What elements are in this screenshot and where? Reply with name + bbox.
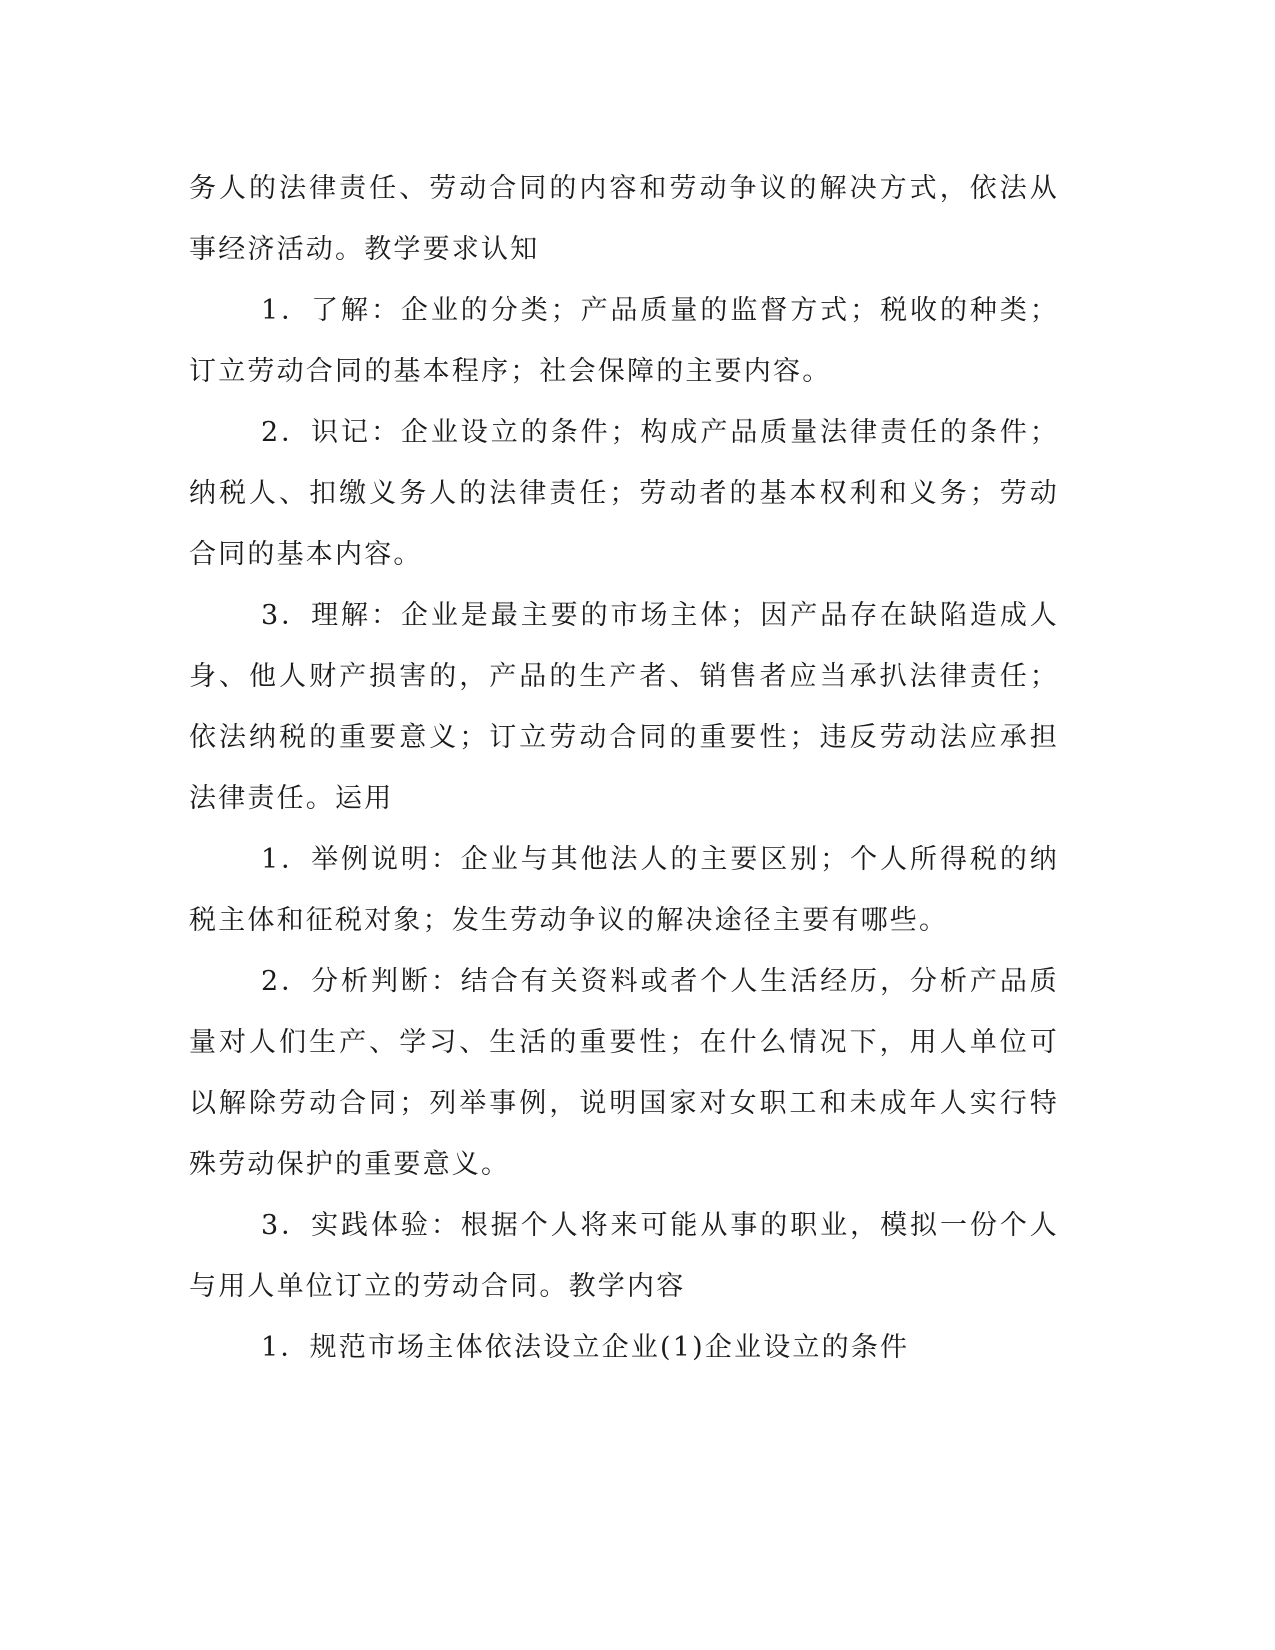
paragraph: 务人的法律责任、劳动合同的内容和劳动争议的解决方式，依法从事经济活动。教学要求认知 — [189, 173, 1059, 265]
paragraph: 1．了解：企业的分类；产品质量的监督方式；税收的种类；订立劳动合同的基本程序；社会保障的主要内容。 — [189, 295, 1059, 387]
paragraph: 2．识记：企业设立的条件；构成产品质量法律责任的条件；纳税人、扣缴义务人的法律责任；劳动者的基本权利和义务；劳动合同的基本内容。 — [189, 417, 1059, 570]
paragraph: 2．分析判断：结合有关资料或者个人生活经历，分析产品质量对人们生产、学习、生活的重要性；在什么情况下，用人单位可以解除劳动合同；列举事例，说明国家对女职工和未成年人实行特殊劳动保护的重要意义。 — [189, 966, 1059, 1180]
paragraph: 1．规范市场主体依法设立企业(1)企业设立的条件 — [261, 1332, 910, 1363]
paragraph: 3．实践体验：根据个人将来可能从事的职业，模拟一份个人与用人单位订立的劳动合同。教学内容 — [189, 1210, 1059, 1302]
paragraph: 1．举例说明：企业与其他法人的主要区别；个人所得税的纳税主体和征税对象；发生劳动争议的解决途径主要有哪些。 — [189, 844, 1059, 936]
paragraph: 3．理解：企业是最主要的市场主体；因产品存在缺陷造成人身、他人财产损害的，产品的生产者、销售者应当承扒法律责任；依法纳税的重要意义；订立劳动合同的重要性；违反劳动法应承担法律责任。运用 — [189, 600, 1059, 814]
document-body — [189, 158, 1059, 1378]
